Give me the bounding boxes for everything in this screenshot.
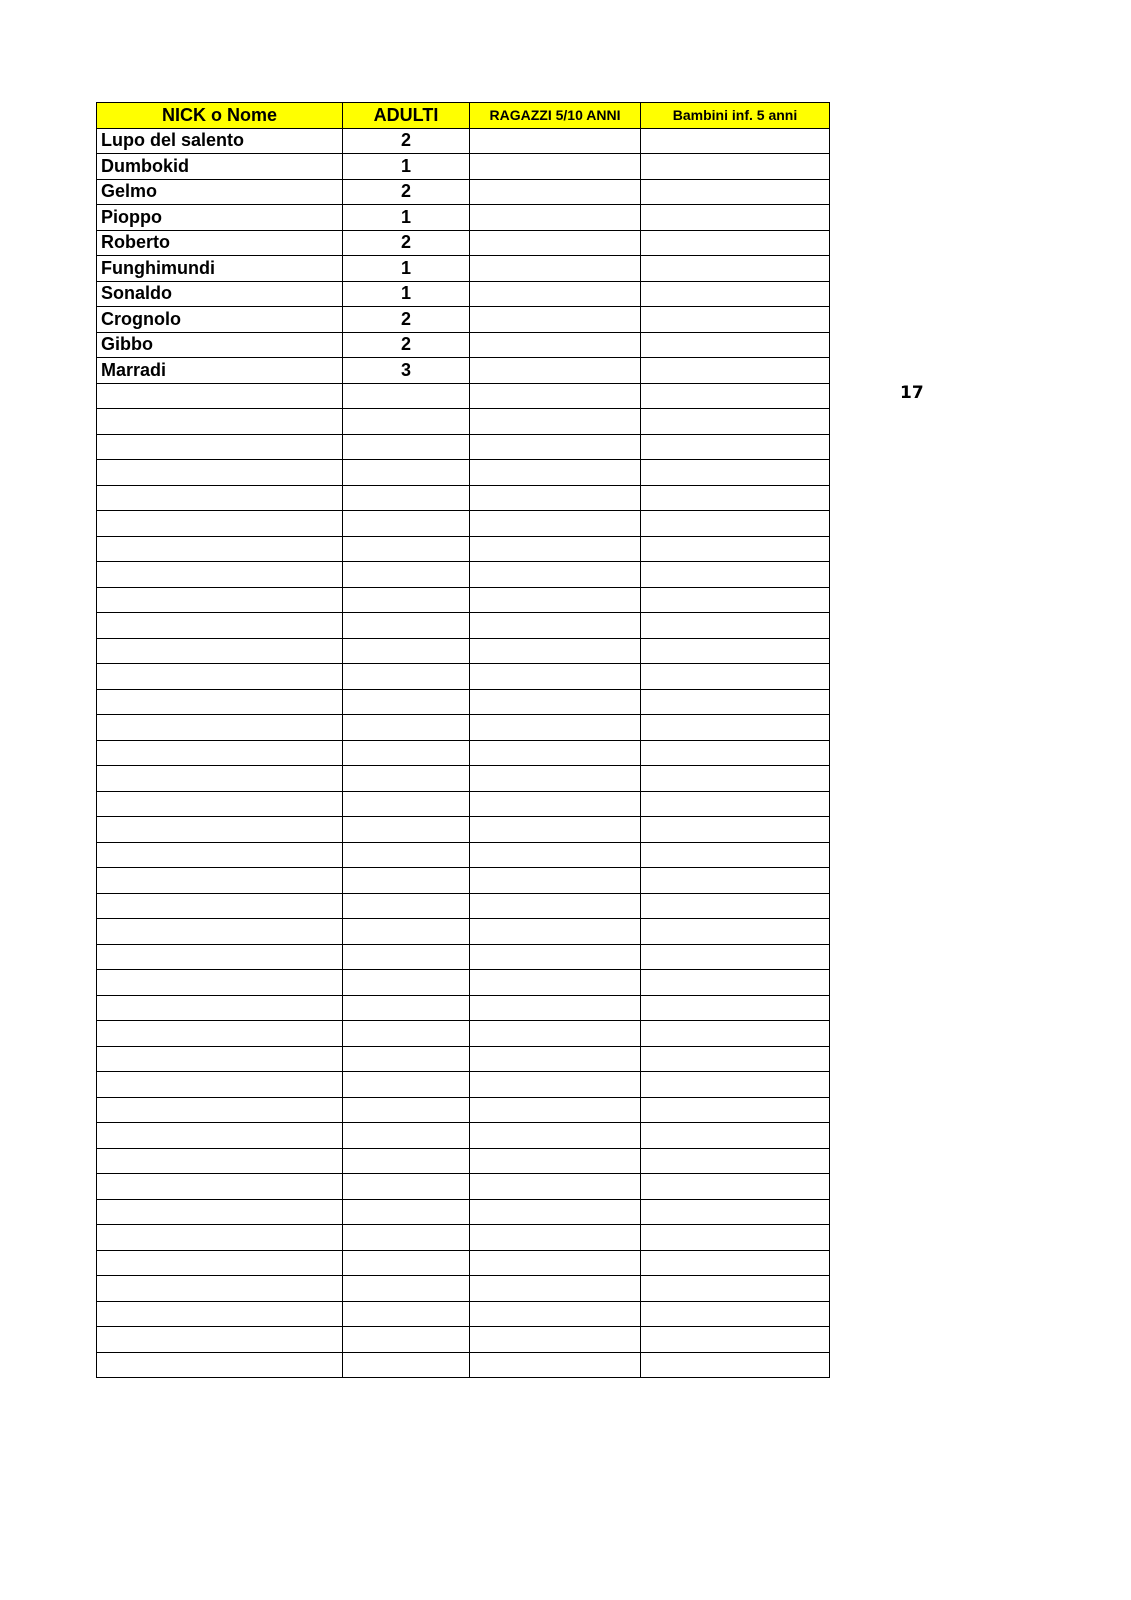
cell-bambini [641,179,830,205]
header-row [97,103,830,129]
table-row [97,1301,830,1327]
cell-name [97,766,343,792]
cell-name [97,970,343,996]
table-row [97,1046,830,1072]
cell-bambini [641,536,830,562]
cell-ragazzi [470,842,641,868]
table-row [97,995,830,1021]
cell-ragazzi [470,1072,641,1098]
cell-name [97,409,343,435]
cell-ragazzi [470,332,641,358]
cell-ragazzi [470,511,641,537]
cell-name [97,740,343,766]
cell-ragazzi [470,638,641,664]
cell-ragazzi [470,1046,641,1072]
cell-adults [343,1123,470,1149]
table-row [97,332,830,358]
cell-ragazzi [470,460,641,486]
table-row [97,689,830,715]
cell-adults: 2 [343,307,470,333]
cell-name: Dumbokid [97,154,343,180]
table-row [97,715,830,741]
table-row [97,358,830,384]
cell-bambini [641,689,830,715]
cell-name [97,434,343,460]
table-row [97,970,830,996]
header-ragazzi: RAGAZZI 5/10 ANNI [470,103,641,129]
cell-name: Marradi [97,358,343,384]
cell-adults [343,1327,470,1353]
cell-bambini [641,1046,830,1072]
cell-bambini [641,868,830,894]
cell-bambini [641,944,830,970]
cell-name: Gelmo [97,179,343,205]
cell-adults [343,740,470,766]
cell-adults [343,919,470,945]
table-row [97,1174,830,1200]
table-row [97,740,830,766]
cell-bambini [641,1276,830,1302]
cell-ragazzi [470,740,641,766]
cell-ragazzi [470,715,641,741]
cell-adults [343,766,470,792]
table-row [97,383,830,409]
cell-ragazzi [470,970,641,996]
cell-ragazzi [470,1199,641,1225]
cell-ragazzi [470,1276,641,1302]
cell-bambini [641,128,830,154]
cell-bambini [641,791,830,817]
cell-name [97,485,343,511]
cell-name [97,562,343,588]
cell-name [97,1174,343,1200]
table-row [97,511,830,537]
cell-name [97,1250,343,1276]
cell-bambini [641,1174,830,1200]
cell-bambini [641,1225,830,1251]
cell-bambini [641,893,830,919]
cell-adults [343,1250,470,1276]
table-row [97,434,830,460]
table-row [97,536,830,562]
table-row [97,1327,830,1353]
cell-adults [343,1174,470,1200]
cell-ragazzi [470,256,641,282]
cell-bambini [641,817,830,843]
cell-ragazzi [470,1097,641,1123]
cell-bambini [641,1352,830,1378]
cell-name: Roberto [97,230,343,256]
cell-name [97,1225,343,1251]
cell-bambini [641,332,830,358]
cell-name [97,1276,343,1302]
cell-adults [343,970,470,996]
cell-name [97,1046,343,1072]
cell-adults [343,1199,470,1225]
cell-bambini [641,1123,830,1149]
cell-adults [343,1072,470,1098]
table-row [97,893,830,919]
cell-adults [343,638,470,664]
cell-name [97,511,343,537]
cell-name [97,587,343,613]
table-row [97,562,830,588]
table-row [97,587,830,613]
cell-adults [343,613,470,639]
cell-adults: 2 [343,332,470,358]
cell-name [97,944,343,970]
cell-ragazzi [470,766,641,792]
cell-name [97,995,343,1021]
cell-name [97,1301,343,1327]
cell-adults [343,664,470,690]
cell-adults [343,689,470,715]
table-row [97,1199,830,1225]
table-row [97,1276,830,1302]
cell-bambini [641,1327,830,1353]
cell-ragazzi [470,944,641,970]
cell-name: Lupo del salento [97,128,343,154]
table-row [97,766,830,792]
cell-adults: 1 [343,205,470,231]
cell-name [97,536,343,562]
table-row [97,664,830,690]
cell-ragazzi [470,1225,641,1251]
cell-bambini [641,638,830,664]
cell-adults [343,587,470,613]
header-name: NICK o Nome [97,103,343,129]
cell-bambini [641,1021,830,1047]
table-row [97,638,830,664]
cell-adults [343,409,470,435]
cell-ragazzi [470,995,641,1021]
cell-ragazzi [470,230,641,256]
cell-name [97,689,343,715]
cell-bambini [641,281,830,307]
cell-adults [343,485,470,511]
cell-ragazzi [470,1021,641,1047]
cell-adults [343,562,470,588]
cell-name [97,383,343,409]
cell-bambini [641,919,830,945]
cell-adults [343,1301,470,1327]
cell-name [97,1327,343,1353]
cell-bambini [641,1072,830,1098]
cell-ragazzi [470,562,641,588]
cell-bambini [641,664,830,690]
cell-name: Crognolo [97,307,343,333]
cell-ragazzi [470,1327,641,1353]
cell-name [97,613,343,639]
cell-bambini [641,230,830,256]
cell-adults [343,1352,470,1378]
cell-bambini [641,434,830,460]
cell-adults [343,511,470,537]
cell-ragazzi [470,1301,641,1327]
cell-adults: 1 [343,154,470,180]
cell-name: Funghimundi [97,256,343,282]
cell-ragazzi [470,383,641,409]
cell-adults [343,1097,470,1123]
cell-name [97,1021,343,1047]
table-row [97,868,830,894]
cell-adults: 2 [343,230,470,256]
cell-bambini [641,970,830,996]
cell-bambini [641,740,830,766]
cell-bambini [641,307,830,333]
cell-bambini [641,766,830,792]
cell-name [97,1072,343,1098]
cell-ragazzi [470,1148,641,1174]
registration-table [96,102,830,1378]
cell-bambini [641,995,830,1021]
table-row [97,154,830,180]
table-row [97,205,830,231]
cell-adults: 1 [343,281,470,307]
cell-ragazzi [470,485,641,511]
table-row [97,791,830,817]
table-row [97,1097,830,1123]
table-row [97,128,830,154]
cell-adults [343,434,470,460]
cell-ragazzi [470,128,641,154]
table-row [97,230,830,256]
cell-ragazzi [470,1123,641,1149]
cell-name [97,791,343,817]
cell-name [97,638,343,664]
cell-name: Gibbo [97,332,343,358]
table-body [97,128,830,1378]
cell-adults [343,715,470,741]
cell-bambini [641,205,830,231]
cell-bambini [641,460,830,486]
cell-bambini [641,1148,830,1174]
table-row [97,307,830,333]
table-row [97,281,830,307]
cell-ragazzi [470,307,641,333]
cell-name [97,1148,343,1174]
cell-adults [343,1276,470,1302]
cell-bambini [641,485,830,511]
cell-name [97,919,343,945]
cell-bambini [641,383,830,409]
cell-adults: 2 [343,179,470,205]
table-row [97,485,830,511]
cell-ragazzi [470,281,641,307]
table-row [97,179,830,205]
cell-bambini [641,562,830,588]
cell-ragazzi [470,358,641,384]
cell-adults [343,1021,470,1047]
cell-name [97,893,343,919]
cell-bambini [641,1097,830,1123]
cell-ragazzi [470,868,641,894]
cell-adults [343,893,470,919]
cell-ragazzi [470,1352,641,1378]
cell-ragazzi [470,893,641,919]
table-row [97,1072,830,1098]
table-row [97,613,830,639]
cell-bambini [641,511,830,537]
cell-name [97,868,343,894]
cell-adults [343,383,470,409]
cell-adults: 2 [343,128,470,154]
cell-ragazzi [470,689,641,715]
cell-name: Sonaldo [97,281,343,307]
header-bambini: Bambini inf. 5 anni [641,103,830,129]
cell-adults [343,1148,470,1174]
total-adults: 17 [900,383,924,403]
cell-bambini [641,1199,830,1225]
cell-ragazzi [470,205,641,231]
cell-name [97,460,343,486]
cell-ragazzi [470,587,641,613]
cell-bambini [641,154,830,180]
cell-adults [343,1046,470,1072]
cell-adults [343,842,470,868]
cell-adults [343,944,470,970]
cell-name [97,1123,343,1149]
cell-ragazzi [470,179,641,205]
table-row [97,409,830,435]
cell-ragazzi [470,613,641,639]
cell-ragazzi [470,154,641,180]
table-row [97,1021,830,1047]
cell-adults: 1 [343,256,470,282]
cell-ragazzi [470,817,641,843]
cell-name [97,842,343,868]
cell-adults [343,460,470,486]
table-row [97,1225,830,1251]
cell-name [97,1352,343,1378]
cell-adults [343,995,470,1021]
cell-name [97,1097,343,1123]
table-row [97,460,830,486]
cell-bambini [641,358,830,384]
cell-ragazzi [470,434,641,460]
cell-adults [343,868,470,894]
cell-ragazzi [470,409,641,435]
table-row [97,1148,830,1174]
cell-bambini [641,842,830,868]
cell-bambini [641,715,830,741]
cell-ragazzi [470,919,641,945]
cell-name [97,664,343,690]
cell-bambini [641,1301,830,1327]
table-row [97,944,830,970]
cell-adults [343,791,470,817]
cell-bambini [641,587,830,613]
cell-name [97,1199,343,1225]
header-adults: ADULTI [343,103,470,129]
cell-bambini [641,613,830,639]
table-row [97,919,830,945]
table-row [97,1250,830,1276]
cell-bambini [641,409,830,435]
cell-ragazzi [470,1174,641,1200]
cell-ragazzi [470,536,641,562]
cell-adults [343,536,470,562]
cell-name: Pioppo [97,205,343,231]
cell-ragazzi [470,1250,641,1276]
cell-bambini [641,1250,830,1276]
table-row [97,817,830,843]
cell-ragazzi [470,664,641,690]
cell-name [97,817,343,843]
cell-ragazzi [470,791,641,817]
table-row [97,1352,830,1378]
table-row [97,256,830,282]
cell-adults [343,1225,470,1251]
cell-bambini [641,256,830,282]
cell-name [97,715,343,741]
table-row [97,1123,830,1149]
table-row [97,842,830,868]
cell-adults [343,817,470,843]
cell-adults: 3 [343,358,470,384]
